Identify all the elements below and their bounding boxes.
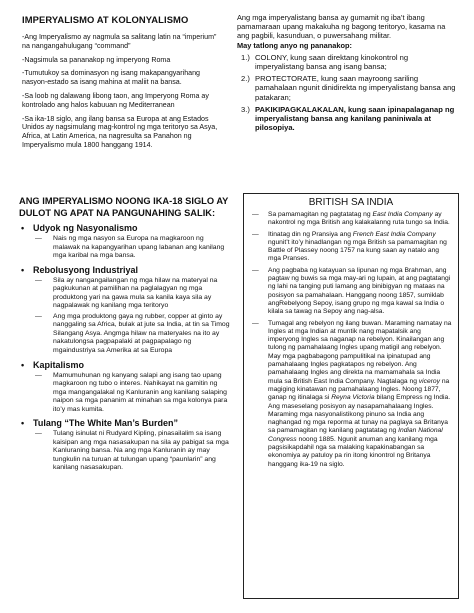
conquest-intro-paragraph: Ang mga imperyalistang bansa ay gumamit ng iba’t ibang pamamaraan upang makakuha ng bagong teritoryo, kasama na ang pagbili, kasunduan, o puwersahang militar. bbox=[237, 13, 446, 41]
section-title-imperialism: IMPERYALISMO AT KOLONYALISMO bbox=[22, 14, 189, 25]
list-item: — Sa pamamagitan ng pagtatatag ng East India Company ay nakontrol ng mga British ang kalakalanng ruta tungo sa India. bbox=[252, 211, 450, 227]
conquest-forms-list bbox=[237, 53, 459, 133]
list-item: — Tumagal ang rebelyon ng ilang buwan. Maraming namatay na Ingles at mga Indian at muntik nang mapatalsik ang imperyong Ingles sa naganap na rebelyon. Kinailangan ang tulong ng pamahalaang Ingles upang matigil ang rebelyon. May mga pagbabagong pampulitikal na ipinatupad ang pamahalaang Ingles pagkatapos ng rebelyon. Ang pamahalaang Ingles ang direkta na mamamahala sa India mula sa British East India Company. Nagtalaga ng viceroy na magiging kinatawan ng pamahalaang Ingles. Noong 1877, ganap ng itinalaga si Reyna Victoria bilang Empress ng India. Ang maseselang posisyon ay nasapamahalaang Ingles. Maraming mga nasyonalistikong pinuno sa India ang naghangad ng mga reporma at tunay na paglaya sa Britanya sa pamamagitan ng kanilang pagtatatag ng Indian National Congress noong 1885. Ngunit anuman ang kanilang mga pagsisikapdahil nga sa malaking kapakinabangan sa ekonomiya ay patuloy pa rin itong kinontrol ng Britanya hanggang ika-19 na siglo. bbox=[252, 319, 452, 468]
bullet-icon: • bbox=[21, 418, 25, 429]
factor-heading: • Tulang “The White Man’s Burden” bbox=[21, 418, 178, 429]
intro-paragraph: -Sa loob ng dalawang libong taon, ang Imperyong Roma ay kontrolado ang halos kabuuan ng Mediterranean bbox=[22, 91, 209, 109]
four-factors-section bbox=[19, 196, 231, 475]
list-item: — Nais ng mga nasyon sa Europa na magkaroon ng malawak na kapangyarihan upang labanan ang kanilang mga karibal na mga bansa. bbox=[35, 235, 225, 260]
factor-heading: • Rebolusyong Industriyal bbox=[21, 264, 139, 275]
intro-paragraph: -Sa ika-18 siglo, ang ilang bansa sa Europa at ang Estados Unidos ay nagsimulang mag-kontrol ng mga teritoryo sa Asya, Africa, at Latin America, na nagresulta sa Panahon ng Imperyalismo mula 1800 hanggang 1914. bbox=[22, 114, 218, 149]
bullet-icon: • bbox=[21, 359, 25, 370]
list-item: — Ang mga produktong gaya ng rubber, copper at ginto ay nanggaling sa Africa, bulak at jute sa India, at tin sa Timog Silangang Asya. Angmga hilaw na materyales na ito ay nakatulongsa pagpapalaki at pagpapalago ng mgaindustriya sa Amerika at sa Europa bbox=[35, 312, 230, 355]
box-title: BRITISH SA INDIA bbox=[308, 197, 394, 208]
list-item: 2.) PROTECTORATE, kung saan mayroong sariling pamahalaan ngunit dinidirekta ng imperyalistang bansa ang patakaran; bbox=[241, 74, 456, 102]
factor-heading: • Kapitalismo bbox=[21, 359, 85, 370]
section-title-four-factors: ANG IMPERYALISMO NOONG IKA-18 SIGLO AY DULOT NG APAT NA PANGUNAHING SALIK: bbox=[19, 196, 229, 218]
conquest-forms-subhead: May tatlong anyo ng pananakop: bbox=[237, 40, 352, 50]
intro-paragraph: -Nagsimula sa pananakop ng imperyong Roma bbox=[22, 55, 171, 64]
list-item: — Tulang isinulat ni Rudyard Kipling, pinasailalim sa isang kaisipan ang mga nasasakupan na sila ay pabigat sa mga Kanluraning bansa. Na ang mga Kanluranin ay may tungkulin na turuan at tulungan upang “paunlarin” ang kanilang nasasakupan. bbox=[35, 430, 229, 472]
list-item: — Mamumuhunan ng kanyang salapi ang isang tao upang magkaroon ng tubo o interes. Nahikayat na gamitin ng mga mangangalakal ng Kanluranin ang kanilang salaping naipon sa mga pananim at minahan sa mga kolonya para ito’y mas kumita. bbox=[35, 371, 228, 413]
list-item: — Ang pagbaba ng katayuan sa lipunan ng mga Brahman, ang pagtaw ng buwis sa mga may-ari ng lupain, at ang pagtatangi ng lahi na tanging puti lamang ang binibigyan ng mataas na posisyon sa pamahalaan. Hanggang noong 1857, sumiklab angRebelyong Sepoy, isang grupo ng mga kawal sa India o kilala sa tawag na Sepoy ang nag-alsa. bbox=[252, 266, 451, 316]
factor-heading: • Udyok ng Nasyonalismo bbox=[21, 223, 138, 233]
list-item: — Itinatag din ng Pransiya ang French East India Company ngunit’t ito’y hinadlangan ng mga British sa pamamagitan ng Battle of Plassey noong 1757 na kung saan ay natalo ang mga Pranses. bbox=[252, 230, 447, 263]
imperialism-intro-section bbox=[22, 14, 218, 155]
list-item: 3.) PAKIKIPAGKALAKALAN, kung saan ipinapalaganap ng imperyalistang bansa ang kanilang paniniwala at pilosopiya. bbox=[241, 104, 455, 133]
list-item: — Sila ay nangangailangan ng mga hilaw na materyal na pagkukunan at pamilihan na paglalagyan ng mga produktong yari na gawa mula sa kanila kaya sila ay nagpalawak ng kanilang mga teritoryo bbox=[35, 276, 218, 310]
intro-paragraph: -Tumutukoy sa dominasyon ng isang makapangyarihang nasyon-estado sa isang mahina at maliit na bansa. bbox=[22, 69, 200, 87]
british-in-india-box bbox=[243, 193, 459, 599]
bullet-icon: • bbox=[21, 264, 25, 275]
intro-paragraph: -Ang Imperyalismo ay nagmula sa salitang latin na “imperium” na nangangahulugang “command” bbox=[22, 33, 217, 50]
bullet-icon: • bbox=[21, 223, 25, 233]
forms-of-conquest-section bbox=[237, 13, 459, 135]
list-item: 1.) COLONY, kung saan direktang kinokontrol ng imperyalistang bansa ang isang bansa; bbox=[241, 52, 409, 72]
